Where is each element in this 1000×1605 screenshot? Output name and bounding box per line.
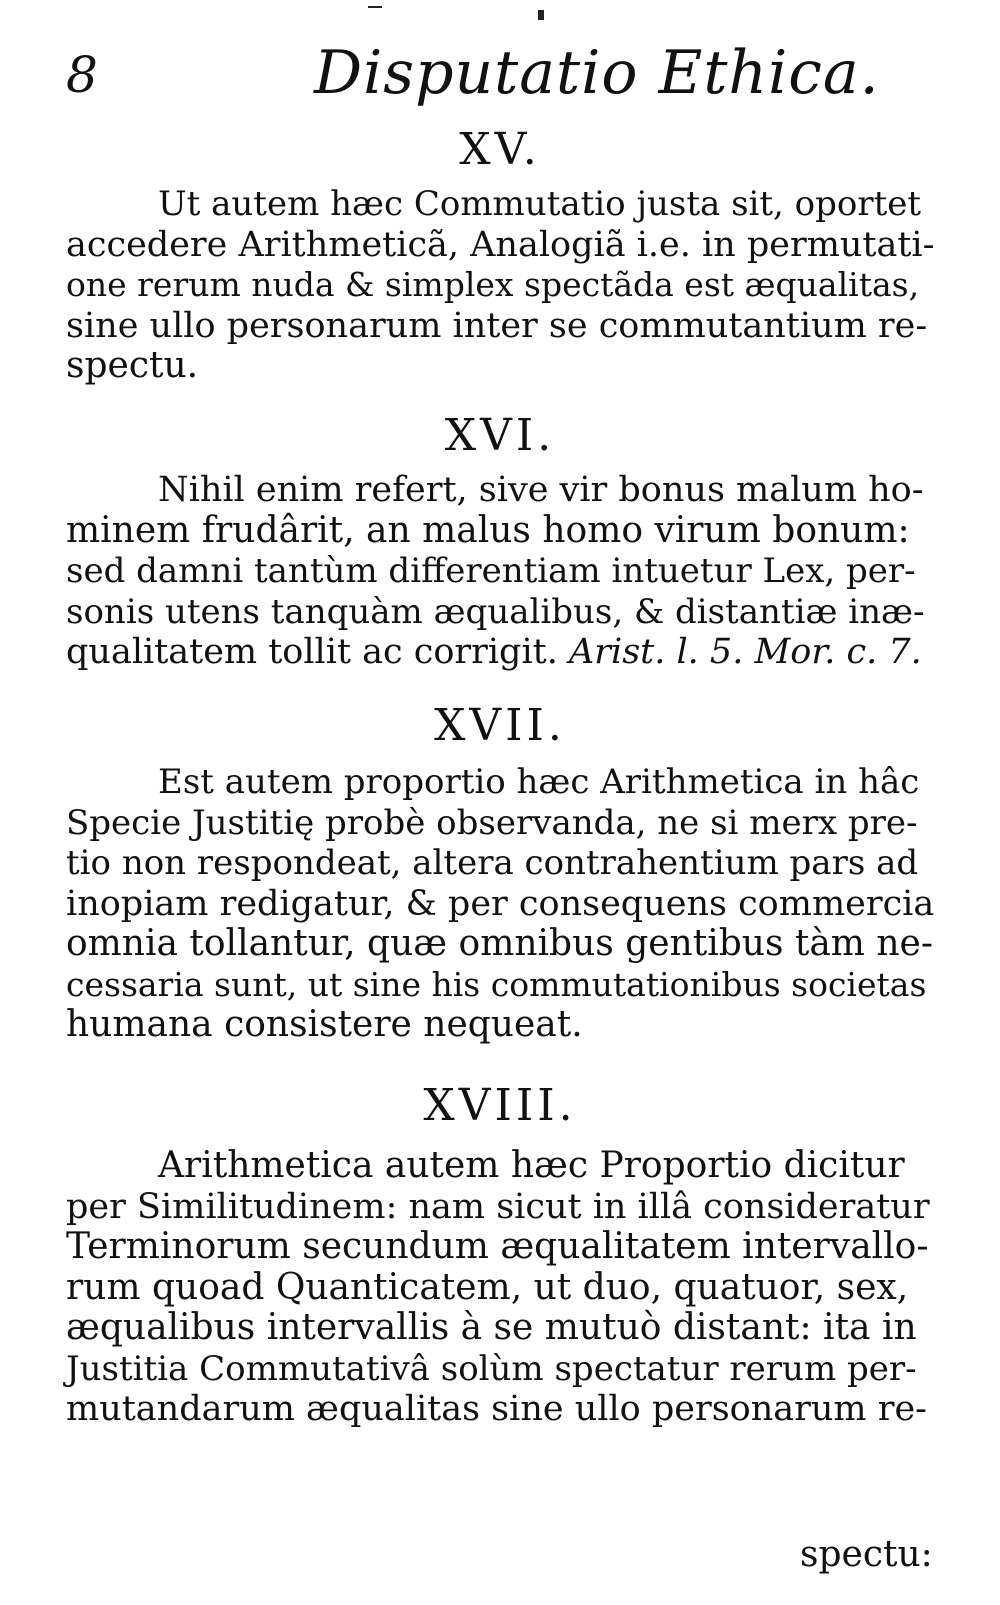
running-title: Disputatio Ethica. — [314, 38, 880, 108]
page-header — [66, 38, 936, 118]
text-line: qualitatem tollit ac corrigit. — [66, 632, 558, 672]
section-numeral-xviii: XVIII. — [423, 1080, 577, 1131]
text-line: Justitia Commutativâ solùm spectatur rerum per- — [66, 1348, 917, 1389]
paragraph-xvii — [66, 762, 934, 1046]
ink-fleck — [538, 10, 544, 20]
text-line: per Similitudinem: nam sicut in illâ consideratur — [66, 1186, 930, 1227]
section-numeral-xvi: XVI. — [444, 410, 556, 461]
text-line: sonis utens tanquàm æqualibus, & distantiæ inæ- — [66, 591, 925, 632]
text-line: one rerum nuda & simplex spectãda est æqualitas, — [66, 265, 920, 304]
catchword: spectu: — [800, 1534, 933, 1575]
text-line: rum quoad Quanticatem, ut duo, quatuor, sex, — [66, 1266, 909, 1308]
paragraph-xvi — [66, 470, 934, 673]
citation: Arist. l. 5. Mor. c. 7. — [569, 632, 922, 672]
text-line: Ut autem hæc Commutatio justa sit, oportet — [158, 184, 922, 224]
text-line: mutandarum æqualitas sine ullo personarum re- — [66, 1389, 927, 1429]
page-number: 8 — [66, 46, 98, 104]
text-line: Terminorum secundum æqualitatem intervallo- — [66, 1226, 929, 1267]
section-numeral-xv: XV. — [459, 124, 541, 175]
text-line: tio non respondeat, altera contrahentium pars ad — [66, 843, 919, 883]
text-line: sine ullo personarum inter se commutantium re- — [66, 305, 928, 346]
paragraph-xv — [66, 184, 934, 387]
text-line: cessaria sunt, ut sine his commutationibus societas — [66, 964, 927, 1004]
text-line: Nihil enim refert, sive vir bonus malum ho- — [158, 470, 924, 510]
text-line: Arithmetica autem hæc Proportio dicitur — [158, 1145, 905, 1186]
section-numeral-xvii: XVII. — [434, 700, 566, 751]
text-line: humana consistere nequeat. — [66, 1004, 583, 1045]
text-line: inopiam redigatur, & per consequens commercia — [66, 883, 935, 924]
text-line-with-citation — [66, 632, 934, 673]
text-line: æqualibus intervallis à se mutuò distant: ita in — [66, 1307, 917, 1348]
text-line: sed damni tantùm differentiam intuetur Lex, per- — [66, 551, 916, 591]
text-line: minem frudârit, an malus homo virum bonum: — [66, 509, 910, 551]
text-line: Specie Justitię probè observanda, ne si merx pre- — [66, 802, 918, 843]
text-line: Est autem proportio hæc Arithmetica in hâc — [158, 762, 920, 802]
ink-fleck — [368, 6, 382, 8]
paragraph-xviii — [66, 1146, 934, 1430]
text-line: spectu. — [66, 345, 199, 386]
text-line: omnia tollantur, quæ omnibus gentibus tàm ne- — [66, 923, 934, 964]
text-line: accedere Arithmeticã, Analogiã i.e. in permutati- — [66, 224, 935, 265]
